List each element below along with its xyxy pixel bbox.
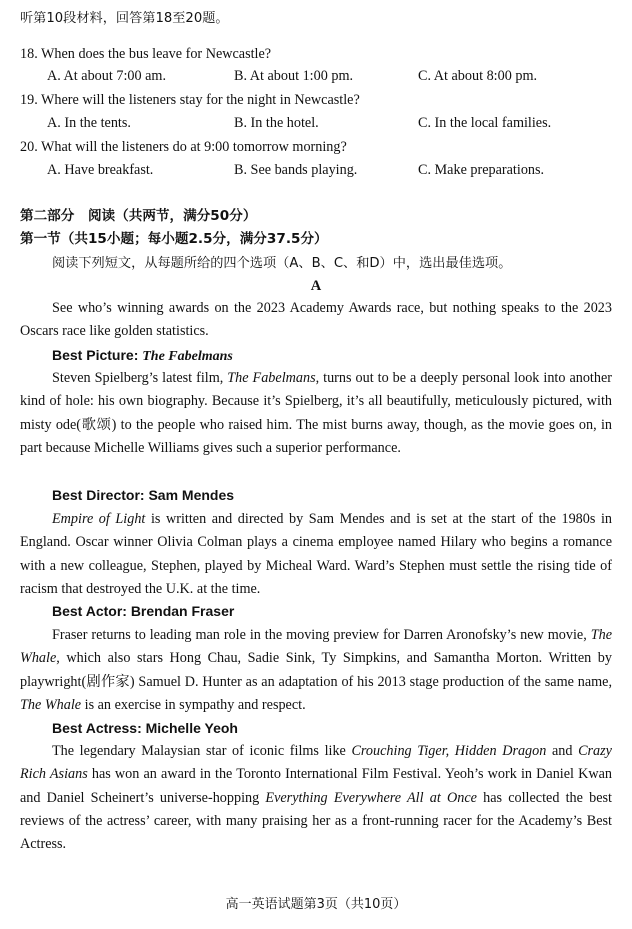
question-20-option-a: A. Have breakfast.: [47, 162, 154, 178]
section1-heading: 第一节（共15小题；每小题2.5分，满分37.5分）: [20, 231, 328, 247]
award-heading-best-actress: Best Actress: Michelle Yeoh: [52, 720, 238, 736]
question-19-option-a: A. In the tents.: [47, 115, 131, 131]
question-20-option-b: B. See bands playing.: [234, 162, 358, 178]
question-19-option-c: C. In the local families.: [418, 115, 552, 131]
award-heading-best-director: Best Director: Sam Mendes: [52, 487, 235, 503]
award-heading-best-picture: Best Picture: The Fabelmans: [52, 347, 233, 364]
best-actress-paragraph: The legendary Malaysian star of iconic films like Crouching Tiger, Hidden Dragon and Crazy Rich Asians has won an award in the Toronto International Film Festival. Yeoh’s work in Daniel Kwan and Daniel Scheinert’s universe-hopping Everything Everywhere All at Once has collected the best reviews of the actress’ career, with many praising her as a front-running racer for the Academy’s Best Actress.: [20, 743, 612, 853]
instruction: 阅读下列短文，从每题所给的四个选项（A、B、C、和D）中，选出最佳选项。: [52, 256, 512, 271]
question-18: 18. When does the bus leave for Newcastle?: [20, 46, 272, 62]
question-19: 19. Where will the listeners stay for the night in Newcastle?: [20, 92, 360, 108]
question-20: 20. What will the listeners do at 9:00 tomorrow morning?: [20, 139, 347, 155]
part2-heading: 第二部分 阅读（共两节，满分50分）: [20, 208, 257, 224]
passage-letter: A: [310, 278, 322, 294]
question-18-option-a: A. At about 7:00 am.: [47, 68, 167, 84]
page-footer: 高一英语试题第3页（共10页）: [225, 897, 407, 912]
listening-section-header: 听第10段材料，回答第18至20题。: [20, 11, 229, 26]
best-picture-paragraph: Steven Spielberg’s latest film, The Fabelmans, turns out to be a deeply personal look into another kind of hole: his own biography. Because it’s Spielberg, it’s all beautifully, meticulously pictured, with misty ode(歌颂) to the people who raised him. The mist burns away, though, as the movie goes on, in part because Michelle Williams gives such a superior performance.: [20, 370, 612, 456]
question-20-option-c: C. Make preparations.: [418, 162, 545, 178]
intro-paragraph: See who’s winning awards on the 2023 Academy Awards race, but nothing speaks to the 2023 Oscars race like golden statistics.: [20, 300, 612, 340]
best-director-paragraph: Empire of Light is written and directed by Sam Mendes and is set at the start of the 1980s in England. Oscar winner Olivia Colman plays a cinema employee named Hilary who begins a romance with a new colleague, Stephen, played by Micheal Ward. Ward’s Stephen must settle the rising tide of racism that destroyed the U.K. at the time.: [20, 511, 612, 597]
best-actor-paragraph: Fraser returns to leading man role in the moving preview for Darren Aronofsky’s new movie, The Whale, which also stars Hong Chau, Sadie Sink, Ty Simpkins, and Samantha Morton. Written by playwright(剧作家) Samuel D. Hunter as an adaptation of his 2013 stage production of the same name, The Whale is an exercise in sympathy and respect.: [20, 627, 612, 713]
question-19-option-b: B. In the hotel.: [234, 115, 319, 131]
question-18-option-c: C. At about 8:00 pm.: [418, 68, 538, 84]
question-18-option-b: B. At about 1:00 pm.: [234, 68, 354, 84]
award-heading-best-actor: Best Actor: Brendan Fraser: [52, 603, 235, 619]
